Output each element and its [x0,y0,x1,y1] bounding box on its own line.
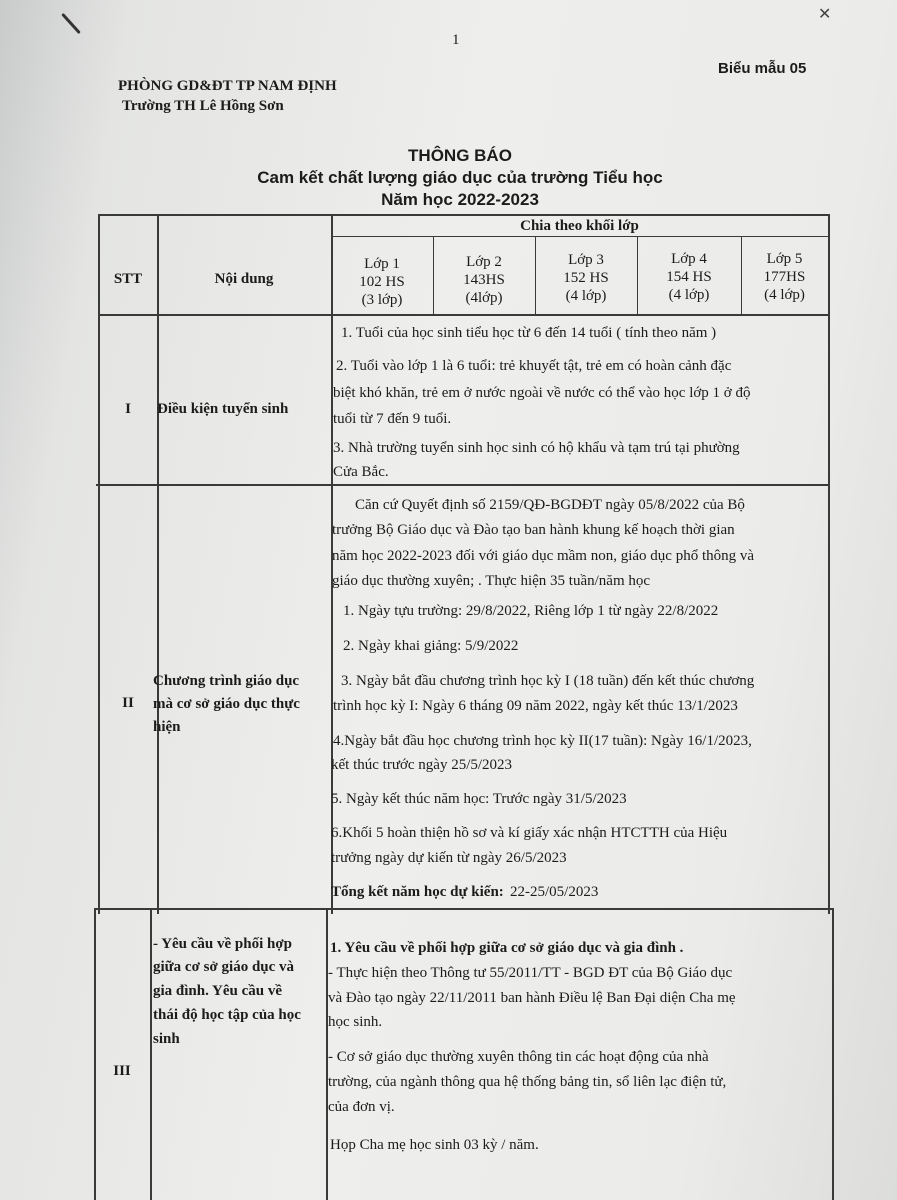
school-year: Năm học 2022-2023 [381,190,539,209]
content-line: kết thúc trước ngày 25/5/2023 [331,757,513,773]
content-line: 4.Ngày bắt đầu học chương trình học kỳ II(17 tuần): Ngày 16/1/2023, [333,733,752,749]
row-title-line: thái độ học tập của học [153,1007,301,1023]
content-line: Cửa Bắc. [333,464,389,480]
grade-students: 143HS [463,272,505,288]
content-line: 1. Yêu cầu về phối hợp giữa cơ sở giáo dục và gia đình . [330,940,684,956]
content-line: 3. Ngày bắt đầu chương trình học kỳ I (18 tuần) đến kết thúc chương [341,673,755,689]
grade-students: 102 HS [359,274,405,290]
pen-mark-icon: ✕ [818,6,832,23]
grade-name: Lớp 5 [766,251,803,267]
row-stt: III [113,1063,131,1079]
content-line: và Đào tạo ngày 22/11/2011 ban hành Điều lệ Ban Đại diện Cha mẹ [328,990,736,1006]
row-stt: I [125,401,131,417]
grade-name: Lớp 4 [671,251,707,267]
content-line: giáo dục thường xuyên; . Thực hiện 35 tuần/năm học [332,573,651,589]
content-line: biệt khó khăn, trẻ em ở nước ngoài về nước có thể vào học lớp 1 ở độ [333,385,751,401]
content-line: học sinh. [328,1014,383,1030]
page-number: 1 [452,32,460,48]
summary-date: 22-25/05/2023 [510,884,599,900]
content-line: - Cơ sở giáo dục thường xuyên thông tin các hoạt động của nhà [328,1049,709,1065]
grade-students: 152 HS [563,270,609,286]
row-title-line: mà cơ sở giáo dục thực [153,696,300,712]
content-line: năm học 2022-2023 đối với giáo dục mầm non, giáo dục phổ thông và [332,548,755,564]
header-content: Nội dung [214,271,274,287]
grade-name: Lớp 2 [466,254,502,270]
row-title-line: sinh [153,1031,180,1047]
pen-mark-icon [61,13,81,34]
header-stt: STT [113,271,143,287]
content-line: 2. Tuổi vào lớp 1 là 6 tuổi: trẻ khuyết tật, trẻ em có hoàn cảnh đặc [336,358,732,374]
content-line: của đơn vị. [328,1099,395,1115]
department-name: PHÒNG GD&ĐT TP NAM ĐỊNH [118,78,337,94]
content-line: 3. Nhà trường tuyển sinh học sinh có hộ khẩu và tạm trú tại phường [333,440,740,456]
content-line: trình học kỳ I: Ngày 6 tháng 09 năm 2022, ngày kết thúc 13/1/2023 [333,698,738,714]
content-line: Họp Cha mẹ học sinh 03 kỳ / năm. [330,1137,539,1153]
content-line: tuổi từ 7 đến 9 tuổi. [333,411,452,427]
content-line: trưởng Bộ Giáo dục và Đào tạo ban hành khung kế hoạch thời gian [332,522,735,538]
content-line: 1. Tuổi của học sinh tiểu học từ 6 đến 14 tuổi ( tính theo năm ) [341,325,717,341]
grade-classes: (4 lớp) [764,287,805,303]
row-title-line: Chương trình giáo dục [153,673,300,689]
row-title-line: giữa cơ sở giáo dục và [153,959,295,975]
header-grade-group: Chia theo khối lớp [520,218,639,234]
grade-students: 154 HS [666,269,712,285]
grade-classes: (4 lớp) [668,287,710,303]
row-title-line: hiện [153,719,181,735]
grade-name: Lớp 1 [364,256,400,272]
content-line: - Thực hiện theo Thông tư 55/2011/TT - BGD ĐT của Bộ Giáo dục [328,965,733,981]
row-title-line: gia đình. Yêu cầu về [153,983,283,999]
grade-classes: (4 lớp) [565,288,607,304]
grade-name: Lớp 3 [568,252,604,268]
row-title-line: - Yêu cầu về phối hợp [153,936,293,952]
content-line: 1. Ngày tựu trường: 29/8/2022, Riêng lớp 1 từ ngày 22/8/2022 [343,603,719,619]
content-line: trường, của ngành thông qua hệ thống bảng tin, sổ liên lạc điện tử, [328,1074,727,1090]
row-stt: II [122,695,134,711]
school-name: Trường TH Lê Hồng Sơn [122,98,284,114]
content-line: trưởng ngày dự kiến từ ngày 26/5/2023 [331,850,567,866]
form-number: Biểu mẫu 05 [718,60,807,77]
content-line: Căn cứ Quyết định số 2159/QĐ-BGDĐT ngày 05/8/2022 của Bộ [355,497,745,513]
grade-classes: (4lớp) [465,290,503,306]
grade-students: 177HS [763,269,806,285]
grade-classes: (3 lớp) [361,292,403,308]
row-title-line: Điều kiện tuyển sinh [157,401,289,417]
summary-label: Tổng kết năm học dự kiến: [331,884,504,900]
content-line: 6.Khối 5 hoàn thiện hồ sơ và kí giấy xác nhận HTCTTH của Hiệu [331,825,728,841]
content-line: 2. Ngày khai giảng: 5/9/2022 [343,638,519,654]
content-line: 5. Ngày kết thúc năm học: Trước ngày 31/5/2023 [331,791,627,807]
notice-title: THÔNG BÁO [408,146,512,165]
notice-subtitle: Cam kết chất lượng giáo dục của trường Tiểu học [257,168,663,187]
